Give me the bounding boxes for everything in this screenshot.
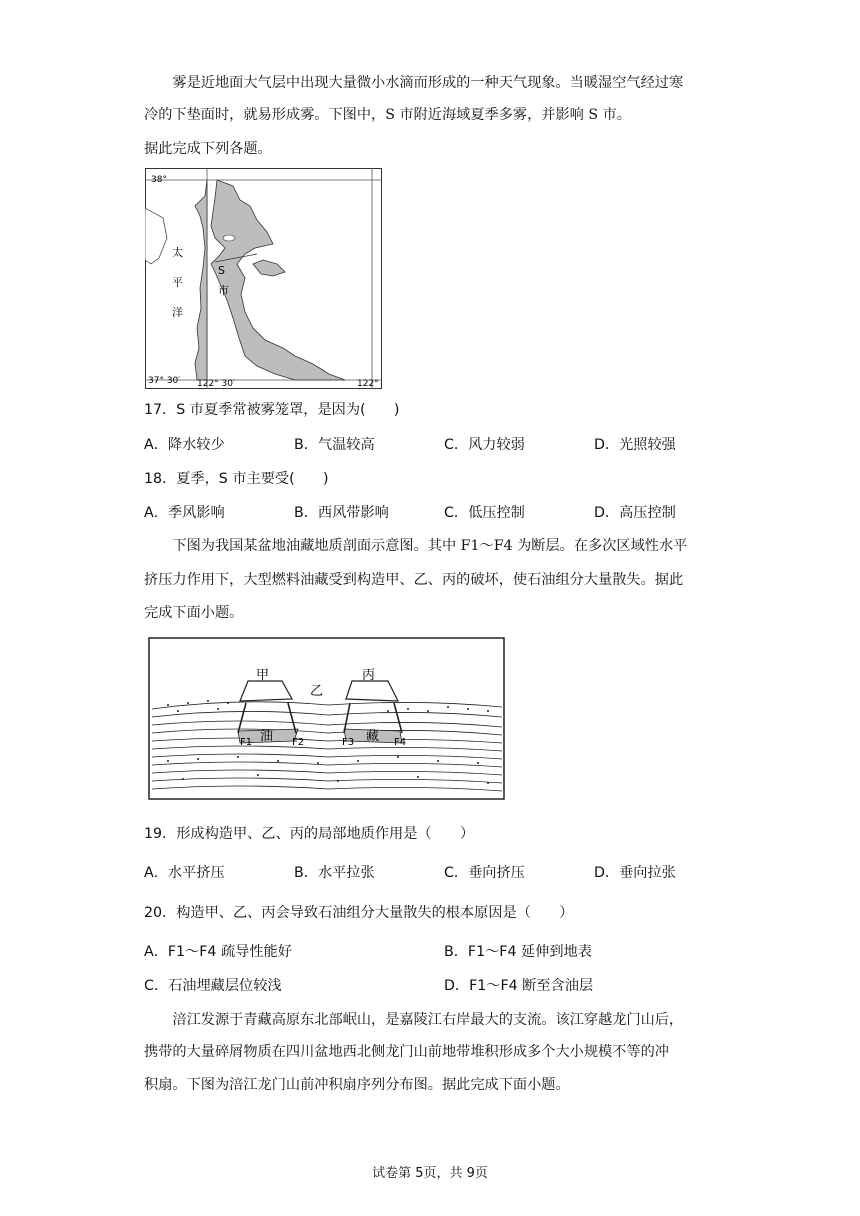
- label-bing: 丙: [362, 668, 376, 683]
- lat-37-30-label: 37° 30′: [148, 376, 181, 386]
- q19-option-a[interactable]: A．水平挤压: [144, 865, 225, 881]
- q18-option-d[interactable]: D．高压控制: [594, 505, 676, 521]
- question-17-stem: 17．S 市夏季常被雾笼罩，是因为( ): [144, 402, 400, 418]
- label-jia: 甲: [256, 668, 270, 683]
- label-f4: F4: [394, 737, 407, 748]
- q20-option-d[interactable]: D．F1～F4 断至含油层: [444, 978, 594, 994]
- q19-option-d[interactable]: D．垂向拉张: [594, 865, 676, 881]
- ocean-char-3: 洋: [172, 306, 183, 319]
- intro-paragraph-3-line-1: 涪江发源于青藏高原东北部岷山，是嘉陵江右岸最大的支流。该江穿越龙门山后，: [172, 1012, 684, 1028]
- city-shi-label: 市: [218, 284, 229, 297]
- lat-38-label: 38°: [151, 175, 167, 185]
- q17-option-b[interactable]: B．气温较高: [294, 437, 375, 453]
- q20-option-b[interactable]: B．F1～F4 延伸到地表: [444, 944, 592, 960]
- fog-map-figure: [145, 168, 383, 390]
- intro-paragraph-1-line-2: 冷的下垫面时，就易形成雾。下图中，S 市附近海域夏季多雾，并影响 S 市。: [144, 107, 631, 123]
- q18-option-c[interactable]: C．低压控制: [444, 505, 525, 521]
- label-yi: 乙: [310, 684, 324, 699]
- q19-option-b[interactable]: B．水平拉张: [294, 865, 375, 881]
- intro-paragraph-2-line-2: 挤压力作用下，大型燃料油藏受到构造甲、乙、丙的破坏，使石油组分大量散失。据此: [144, 572, 684, 588]
- label-cang: 藏: [366, 729, 380, 744]
- question-19-stem: 19．形成构造甲、乙、丙的局部地质作用是（ ）: [144, 826, 475, 842]
- intro-paragraph-2-line-1: 下图为我国某盆地油藏地质剖面示意图。其中 F1～F4 为断层。在多次区域性水平: [172, 538, 688, 554]
- intro-paragraph-3-line-2: 携带的大量碎屑物质在四川盆地西北侧龙门山前地带堆积形成多个大小规模不等的冲: [144, 1044, 669, 1060]
- label-you: 油: [260, 729, 274, 744]
- q17-option-d[interactable]: D．光照较强: [594, 437, 676, 453]
- q17-option-c[interactable]: C．风力较弱: [444, 437, 525, 453]
- intro-paragraph-1-line-3: 据此完成下列各题。: [144, 141, 272, 157]
- question-18-stem: 18．夏季，S 市主要受( ): [144, 471, 329, 487]
- intro-paragraph-3-line-3: 积扇。下图为涪江龙门山前冲积扇序列分布图。据此完成下面小题。: [144, 1077, 570, 1093]
- oil-section-figure: [148, 637, 506, 801]
- q20-option-c[interactable]: C．石油埋藏层位较浅: [144, 978, 282, 994]
- intro-paragraph-1-line-1: 雾是近地面大气层中出现大量微小水滴而形成的一种天气现象。当暖湿空气经过寒: [172, 75, 684, 91]
- q18-option-a[interactable]: A．季风影响: [144, 505, 225, 521]
- lon-122-label: 122°: [357, 379, 379, 389]
- q20-option-a[interactable]: A．F1～F4 疏导性能好: [144, 944, 292, 960]
- q17-option-a[interactable]: A．降水较少: [144, 437, 225, 453]
- label-f1: F1: [240, 737, 253, 748]
- ocean-char-2: 平: [172, 276, 183, 289]
- intro-paragraph-2-line-3: 完成下面小题。: [144, 605, 244, 621]
- label-f3: F3: [342, 737, 355, 748]
- structure-jia-block: [240, 681, 292, 701]
- label-f2: F2: [292, 737, 305, 748]
- city-s-label: S: [218, 264, 225, 277]
- question-20-stem: 20．构造甲、乙、丙会导致石油组分大量散失的根本原因是（ ）: [144, 905, 574, 921]
- page-footer: 试卷第 5页，共 9页: [372, 1166, 488, 1181]
- lon-122-30-label: 122° 30′: [197, 379, 236, 389]
- q18-option-b[interactable]: B．西风带影响: [294, 505, 389, 521]
- q19-option-c[interactable]: C．垂向挤压: [444, 865, 525, 881]
- ocean-char-1: 太: [172, 246, 183, 259]
